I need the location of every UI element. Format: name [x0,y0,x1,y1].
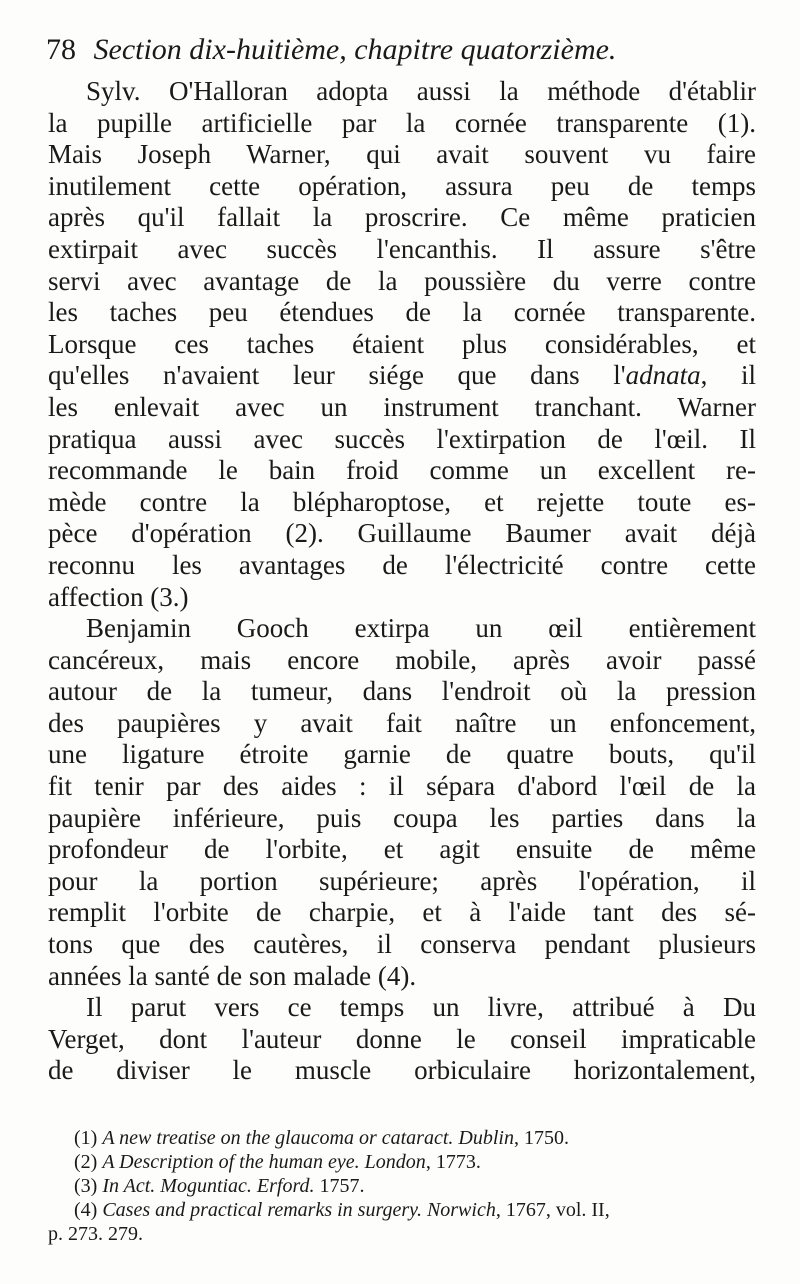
text-line: années la santé de son malade (4). [48,960,417,991]
text-line: après qu'il fallait la proscrire. Ce même praticien [48,202,756,233]
text-line: mède contre la blépharoptose, et rejette toute es- [48,486,756,517]
text-line: servi avec avantage de la poussière du verre contre [48,265,756,296]
text-line: des paupières y avait fait naître un enfoncement, [48,707,756,738]
text-line: Verget, dont l'auteur donne le conseil impraticable [48,1023,756,1054]
footnote-mark: (2) [74,1151,103,1173]
footnote [74,1126,764,1150]
footnote-title: In Act. Moguntiac. Erford. [102,1175,315,1197]
footnote-title: Cases and practical remarks in surgery. Norwich [102,1199,496,1221]
text-line: les taches peu étendues de la cornée transparente. [48,297,756,328]
text-span: , il [700,360,756,391]
footnote-detail: 1757. [314,1175,365,1197]
text-line: reconnu les avantages de l'électricité contre cette [48,549,756,580]
text-line: affection (3.) [48,581,189,612]
footnote-mark: (3) [74,1175,103,1197]
running-head-title: Section dix-huitième, chapitre quatorzième. [93,33,617,66]
text-line: inutilement cette opération, assura peu de temps [48,170,756,201]
text-line: une ligature étroite garnie de quatre bouts, qu'il [48,739,756,770]
body-text [48,76,756,1087]
text-line: autour de la tumeur, dans l'endroit où la pression [48,676,756,707]
footnote-detail: , 1773. [425,1151,481,1173]
text-line: recommande le bain froid comme un excellent re- [48,455,756,486]
footnote [74,1174,764,1198]
text-line: extirpait avec succès l'encanthis. Il assure s'être [48,233,756,264]
text-line: pèce d'opération (2). Guillaume Baumer avait déjà [48,518,756,549]
footnote-detail: p. 273. 279. [48,1223,143,1245]
text-line [48,360,756,392]
text-line: fit tenir par des aides : il sépara d'abord l'œil de la [48,771,756,802]
text-line: de diviser le muscle orbiculaire horizontalement, [48,1055,756,1086]
text-line: la pupille artificielle par la cornée transparente (1). [48,107,756,138]
text-span: qu'elles n'avaient leur siége que dans l' [48,360,626,391]
footnote-mark: (1) [74,1127,103,1149]
footnotes [48,1126,764,1246]
footnote [74,1198,764,1222]
footnote-title: A new treatise on the glaucoma or cataract. Dublin [102,1127,514,1149]
footnote [74,1150,764,1174]
text-line: pratiqua aussi avec succès l'extirpation de l'œil. Il [48,423,756,454]
footnote-continuation [48,1222,764,1246]
footnote-detail: , 1767, vol. II, [495,1199,610,1221]
footnote-mark: (4) [74,1199,103,1221]
text-line: profondeur de l'orbite, et agit ensuite de même [48,834,756,865]
text-line: paupière inférieure, puis coupa les parties dans la [48,802,756,833]
text-line: tons que des cautères, il conserva pendant plusieurs [48,929,756,960]
footnote-detail: , 1750. [513,1127,569,1149]
text-line: pour la portion supérieure; après l'opération, il [48,865,756,896]
text-line: Lorsque ces taches étaient plus considérables, et [48,328,756,359]
text-line: les enlevait avec un instrument tranchant. Warner [48,391,756,422]
text-line: cancéreux, mais encore mobile, après avoir passé [48,644,756,675]
page-number: 78 [46,33,76,66]
running-head [46,30,766,70]
footnote-title: A Description of the human eye. London [102,1151,426,1173]
text-line: Sylv. O'Halloran adopta aussi la méthode d'établir [86,76,756,106]
text-line: Benjamin Gooch extirpa un œil entièrement [86,613,756,644]
text-line: Il parut vers ce temps un livre, attribué à Du [86,992,756,1023]
italic-term: adnata [625,360,701,391]
text-line: Mais Joseph Warner, qui avait souvent vu faire [48,139,756,170]
text-line: remplit l'orbite de charpie, et à l'aide tant des sé- [48,897,756,928]
